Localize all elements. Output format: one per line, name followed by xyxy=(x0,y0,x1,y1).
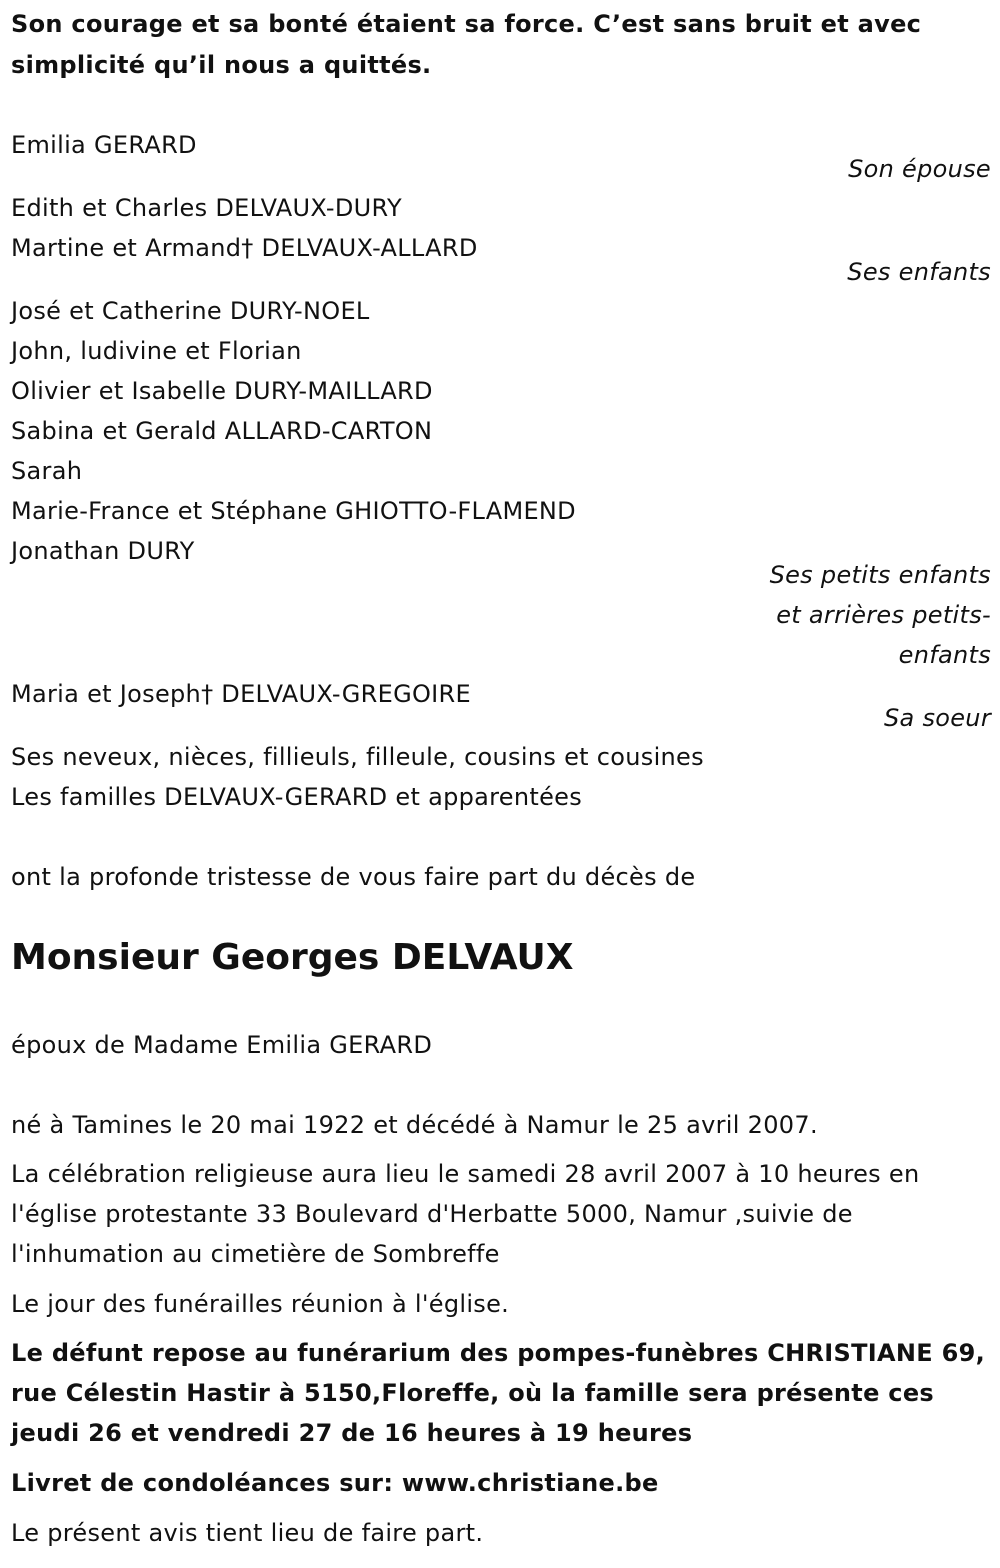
ceremony-line-3: l'inhumation au cimetière de Sombreffe xyxy=(11,1240,500,1268)
ceremony-line-2: l'église protestante 33 Boulevard d'Herbatte 5000, Namur ,suivie de xyxy=(11,1200,853,1228)
obituary-notice xyxy=(11,0,991,1568)
intro-line-2: simplicité qu’il nous a quittés. xyxy=(11,51,432,79)
funerarium-line-2: rue Célestin Hastir à 5150,Floreffe, où la famille sera présente ces xyxy=(11,1379,935,1407)
grandchild-name-3: Olivier et Isabelle DURY-MAILLARD xyxy=(11,377,433,405)
child-name-2: Martine et Armand† DELVAUX-ALLARD xyxy=(11,234,478,262)
birth-death-text: né à Tamines le 20 mai 1922 et décédé à Namur le 25 avril 2007. xyxy=(11,1111,818,1139)
grandchild-name-4: Sabina et Gerald ALLARD-CARTON xyxy=(11,417,433,445)
spouse-of-text: époux de Madame Emilia GERARD xyxy=(11,1031,433,1059)
grandchild-name-5: Sarah xyxy=(11,457,83,485)
closing-text: Le présent avis tient lieu de faire part. xyxy=(11,1519,484,1547)
ceremony-line-1: La célébration religieuse aura lieu le samedi 28 avril 2007 à 10 heures en xyxy=(11,1160,920,1188)
extended-family-line-1: Ses neveux, nièces, fillieuls, filleule, cousins et cousines xyxy=(11,743,704,771)
sister-name: Maria et Joseph† DELVAUX-GREGOIRE xyxy=(11,680,471,708)
condolences-text: Livret de condoléances sur: www.christiane.be xyxy=(11,1469,659,1497)
child-name-1: Edith et Charles DELVAUX-DURY xyxy=(11,194,402,222)
grandchildren-role-line-1: Ses petits enfants xyxy=(769,561,991,589)
children-role: Ses enfants xyxy=(847,258,991,286)
spouse-role: Son épouse xyxy=(848,155,991,183)
reunion-text: Le jour des funérailles réunion à l'église. xyxy=(11,1290,510,1318)
announcement-text: ont la profonde tristesse de vous faire part du décès de xyxy=(11,863,696,891)
intro-line-1: Son courage et sa bonté étaient sa force. C’est sans bruit et avec xyxy=(11,10,922,38)
sister-role: Sa soeur xyxy=(883,704,991,732)
deceased-name: Monsieur Georges DELVAUX xyxy=(11,937,574,978)
grandchildren-role-line-2: et arrières petits- xyxy=(776,601,991,629)
spouse-name: Emilia GERARD xyxy=(11,131,197,159)
grandchild-name-1: José et Catherine DURY-NOEL xyxy=(11,297,370,325)
grandchild-name-7: Jonathan DURY xyxy=(11,537,195,565)
grandchildren-role-line-3: enfants xyxy=(898,641,991,669)
extended-family-line-2: Les familles DELVAUX-GERARD et apparentées xyxy=(11,783,583,811)
funerarium-line-3: jeudi 26 et vendredi 27 de 16 heures à 19 heures xyxy=(11,1419,693,1447)
grandchild-name-6: Marie-France et Stéphane GHIOTTO-FLAMEND xyxy=(11,497,576,525)
funerarium-line-1: Le défunt repose au funérarium des pompes-funèbres CHRISTIANE 69, xyxy=(11,1339,986,1367)
grandchild-name-2: John, ludivine et Florian xyxy=(11,337,302,365)
